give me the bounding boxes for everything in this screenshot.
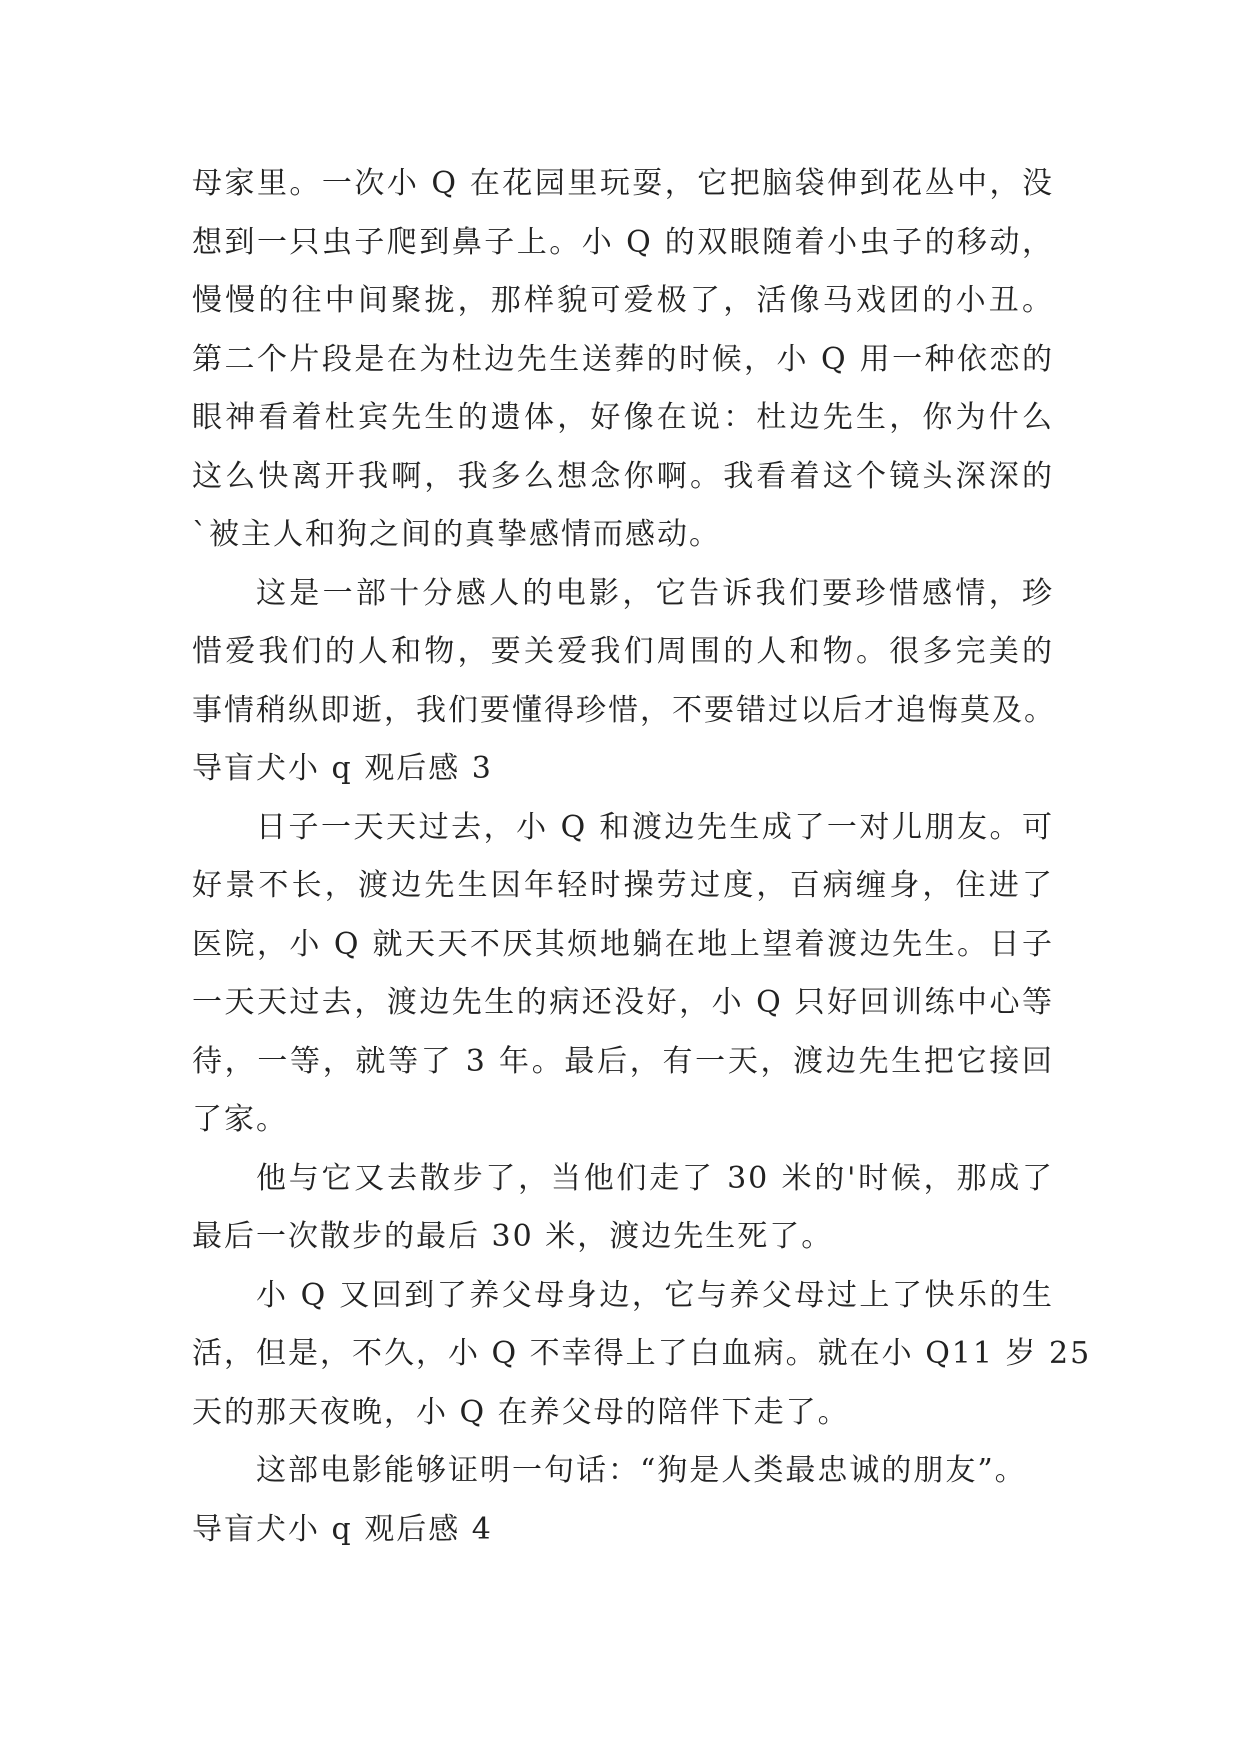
- section-heading: 导盲犬小 q 观后感 4: [192, 1511, 493, 1547]
- text-line: 想到一只虫子爬到鼻子上。小 Q 的双眼随着小虫子的移动，: [192, 224, 1054, 260]
- text-line: 一天天过去，渡边先生的病还没好，小 Q 只好回训练中心等: [192, 985, 1054, 1020]
- body-paragraph: [192, 1267, 1092, 1443]
- text-line: 了家。: [192, 1102, 288, 1137]
- text-line: 事情稍纵即逝，我们要懂得珍惜，不要错过以后才追悔莫及。: [192, 692, 1056, 728]
- text-line: 待，一等，就等了 3 年。最后，有一天，渡边先生把它接回: [192, 1043, 1054, 1079]
- body-paragraph: [192, 799, 1054, 1150]
- text-line: 慢慢的往中间聚拢，那样貌可爱极了，活像马戏团的小丑。: [192, 283, 1054, 318]
- body-paragraph: [192, 1150, 1054, 1267]
- body-paragraph: [192, 565, 1054, 741]
- text-line: 眼神看着杜宾先生的遗体，好像在说：杜边先生，你为什么: [192, 400, 1054, 435]
- text-line: 医院，小 Q 就天天不厌其烦地躺在地上望着渡边先生。日子: [192, 926, 1054, 962]
- body-paragraph: [192, 155, 1054, 565]
- text-line: 最后一次散步的最后 30 米，渡边先生死了。: [192, 1219, 834, 1254]
- text-line: 天的那天夜晚，小 Q 在养父母的陪伴下走了。: [192, 1394, 850, 1430]
- text-line: 日子一天天过去，小 Q 和渡边先生成了一对儿朋友。可: [256, 809, 1054, 845]
- text-line: 这是一部十分感人的电影，它告诉我们要珍惜感情，珍: [256, 575, 1054, 611]
- text-line: 这部电影能够证明一句话：“狗是人类最忠诚的朋友”。: [256, 1453, 1027, 1488]
- text-line: 这么快离开我啊，我多么想念你啊。我看着这个镜头深深的: [192, 458, 1054, 494]
- text-line: `被主人和狗之间的真挚感情而感动。: [192, 517, 721, 552]
- text-line: 好景不长，渡边先生因年轻时操劳过度，百病缠身，住进了: [192, 868, 1054, 903]
- document-body: [192, 155, 1092, 1559]
- text-line: 第二个片段是在为杜边先生送葬的时候，小 Q 用一种依恋的: [192, 341, 1054, 377]
- body-paragraph: [192, 1442, 1054, 1501]
- text-line: 活，但是，不久，小 Q 不幸得上了白血病。就在小 Q11 岁 25: [192, 1336, 1092, 1371]
- text-line: 母家里。一次小 Q 在花园里玩耍，它把脑袋伸到花丛中，没: [192, 166, 1054, 201]
- section-heading: 导盲犬小 q 观后感 3: [192, 751, 493, 786]
- text-line: 他与它又去散步了，当他们走了 30 米的'时候，那成了: [256, 1160, 1054, 1196]
- text-line: 惜爱我们的人和物，要关爱我们周围的人和物。很多完美的: [192, 634, 1054, 669]
- text-line: 小 Q 又回到了养父母身边，它与养父母过上了快乐的生: [256, 1277, 1054, 1313]
